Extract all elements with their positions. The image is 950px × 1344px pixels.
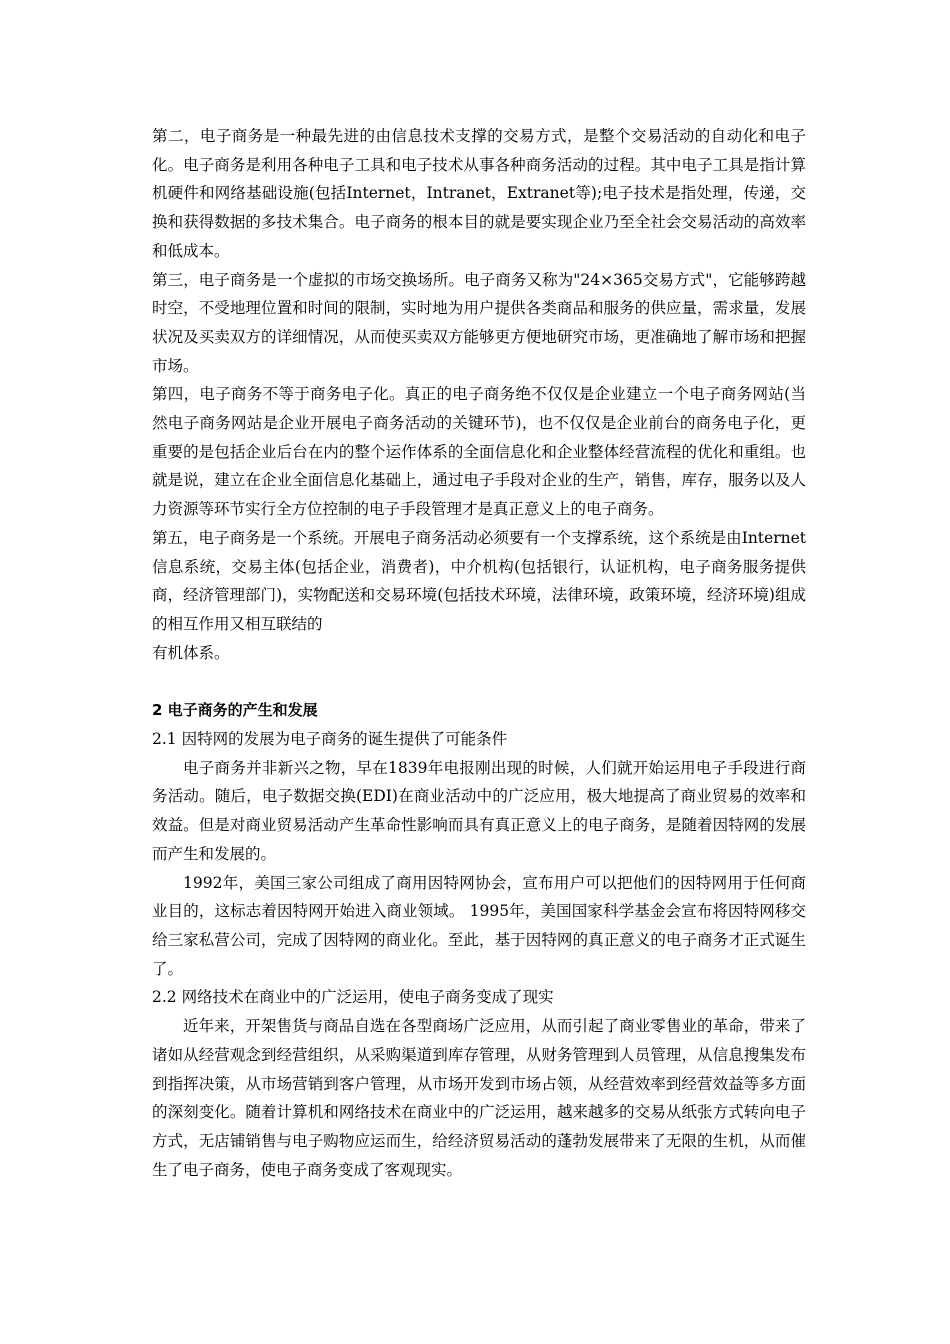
paragraph-2-1-b: 1992年，美国三家公司组成了商用因特网协会，宣布用户可以把他们的因特网用于任何商业目的，这标志着因特网开始进入商业领域。 1995年，美国国家科学基金会宣布将因特网移交给三家私营公司，完成了因特网的商业化。至此，基于因特网的真正意义的电子商务才正式诞生了。 <box>152 873 806 978</box>
paragraph-2-2-a: 近年来，开架售货与商品自选在各型商场广泛应用，从而引起了商业零售业的革命，带来了诸如从经营观念到经营组织，从采购渠道到库存管理，从财务管理到人员管理，从信息搜集发布到指挥决策，从市场营销到客户管理，从市场开发到市场占领，从经营效率到经营效益等多方面的深刻变化。随着计算机和网络技术在商业中的广泛运用，越来越多的交易从纸张方式转向电子方式，无店铺销售与电子购物应运而生，给经济贸易活动的蓬勃发展带来了无限的生机，从而催生了电子商务，使电子商务变成了客观现实。 <box>152 1017 806 1179</box>
document-body <box>152 122 806 1184</box>
paragraph-third: 第三，电子商务是一个虚拟的市场交换场所。电子商务又称为"24×365交易方式"，它能够跨越时空，不受地理位置和时间的限制，实时地为用户提供各类商品和服务的供应量，需求量，发展状况及买卖双方的详细情况，从而使买卖双方能够更方便地研究市场，更准确地了解市场和把握市场。 <box>152 270 806 375</box>
paragraph-fifth: 第五，电子商务是一个系统。开展电子商务活动必须要有一个支撑系统，这个系统是由Internet信息系统，交易主体(包括企业，消费者)，中介机构(包括银行，认证机构，电子商务服务提供商，经济管理部门)，实物配送和交易环境(包括技术环境，法律环境，政策环境，经济环境)组成的相互作用又相互联结的 <box>152 528 806 633</box>
paragraph-second: 第二，电子商务是一种最先进的由信息技术支撑的交易方式，是整个交易活动的自动化和电子化。电子商务是利用各种电子工具和电子技术从事各种商务活动的过程。其中电子工具是指计算机硬件和网络基础设施(包括Internet，Intranet，Extranet等);电子技术是指处理，传递，交换和获得数据的多技术集合。电子商务的根本目的就是要实现企业乃至全社会交易活动的高效率和低成本。 <box>152 127 806 260</box>
subsection-title-2-2: 2.2 网络技术在商业中的广泛运用，使电子商务变成了现实 <box>152 988 554 1007</box>
section-heading: 2 电子商务的产生和发展 <box>152 701 318 720</box>
section-spacer <box>152 667 806 696</box>
subsection-title-2-1: 2.1 因特网的发展为电子商务的诞生提供了可能条件 <box>152 730 508 749</box>
paragraph-fifth-tail: 有机体系。 <box>152 643 230 662</box>
paragraph-fourth: 第四，电子商务不等于商务电子化。真正的电子商务绝不仅仅是企业建立一个电子商务网站(当然电子商务网站是企业开展电子商务活动的关键环节)，也不仅仅是企业前台的商务电子化，更重要的是包括企业后台在内的整个运作体系的全面信息化和企业整体经营流程的优化和重组。也就是说，建立在企业全面信息化基础上，通过电子手段对企业的生产，销售，库存，服务以及人力资源等环节实行全方位控制的电子手段管理才是真正意义上的电子商务。 <box>152 385 806 519</box>
paragraph-2-1-a: 电子商务并非新兴之物，早在1839年电报刚出现的时候，人们就开始运用电子手段进行商务活动。随后，电子数据交换(EDI)在商业活动中的广泛应用，极大地提高了商业贸易的效率和效益。但是对商业贸易活动产生革命性影响而具有真正意义上的电子商务，是随着因特网的发展而产生和发展的。 <box>152 758 806 863</box>
